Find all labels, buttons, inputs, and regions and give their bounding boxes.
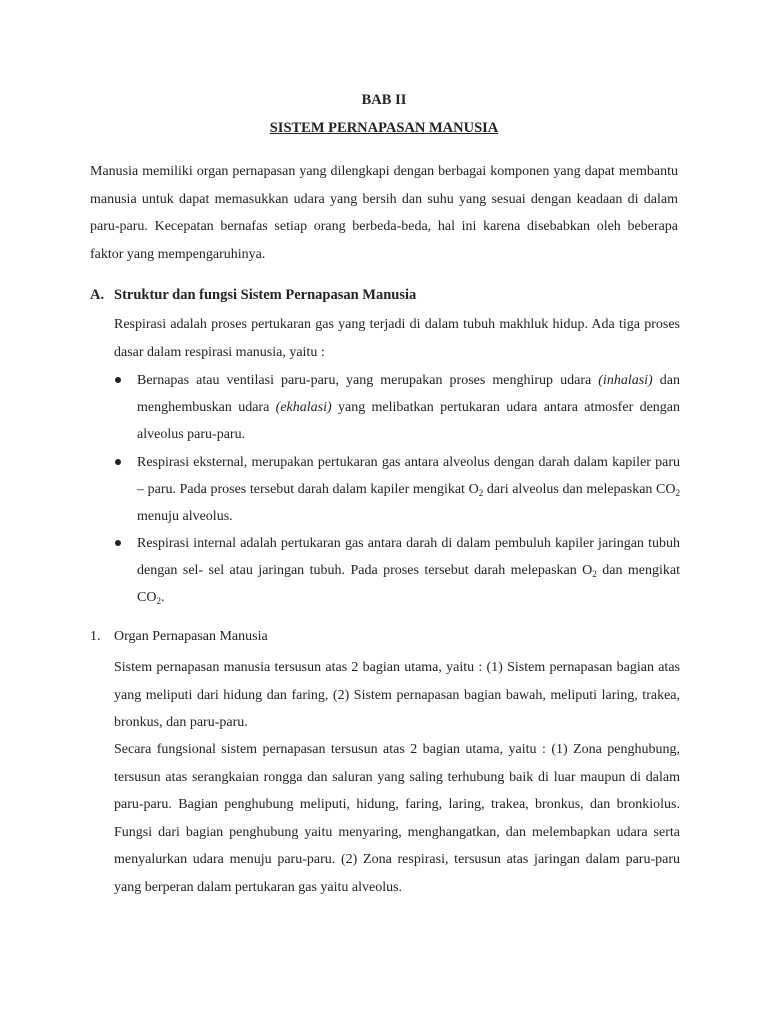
bullet-icon — [115, 540, 121, 546]
bullet-icon — [115, 459, 121, 465]
bullet-icon — [115, 377, 121, 383]
section-a-title: Struktur dan fungsi Sistem Pernapasan Manusia — [114, 287, 417, 303]
section-a-marker: A. — [90, 287, 105, 303]
chapter-title: SISTEM PERNAPASAN MANUSIA — [269, 120, 499, 136]
term-inhalasi: (inhalasi) — [598, 373, 653, 388]
organ-paragraph-1: Sistem pernapasan manusia tersusun atas 2 bagian utama, yaitu : (1) Sistem pernapasan bagian atas yang meliputi dari hidung dan faring, (2) Sistem pernapasan bagian bawah, meliputi laring, trakea, bronkus, dan paru-paru. — [114, 660, 680, 730]
respiration-intro-paragraph: Respirasi adalah proses pertukaran gas yang terjadi di dalam tubuh makhluk hidup. Ada tiga proses dasar dalam respirasi manusia, yaitu : — [114, 317, 680, 360]
list-item-text: Bernapas atau ventilasi paru-paru, yang merupakan proses menghirup udara (inhalasi) dan menghembuskan udara (ekhalasi) yang melibatkan pertukaran udara antara atmosfer dengan alveolus paru-paru. — [137, 373, 680, 442]
organ-paragraph-2: Secara fungsional sistem pernapasan tersusun atas 2 bagian utama, yaitu : (1) Zona penghubung, tersusun atas serangkaian rongga dan saluran yang saling terhubung baik di luar maupun di dalam paru-paru. Bagian penghubung meliputi, hidung, faring, laring, trakea, bronkus, dan bronkiolus. Fungsi dari bagian penghubung yaitu menyaring, menghangatkan, dan melembapkan udara serta menyalurkan udara menuju paru-paru. (2) Zona respirasi, tersusun atas jaringan dalam paru-paru yang berperan dalam pertukaran gas yaitu alveolus. — [114, 742, 680, 895]
section-1-marker: 1. — [90, 629, 101, 644]
list-item-text: Respirasi eksternal, merupakan pertukaran gas antara alveolus dengan darah dalam kapiler paru – paru. Pada proses tersebut darah dalam kapiler mengikat $O_2$ dari alveolus dan melepaskan $CO_2$ menuju alveolus. — [137, 455, 680, 524]
chapter-heading: BAB II — [361, 92, 407, 108]
section-1-title: Organ Pernapasan Manusia — [114, 629, 268, 644]
term-ekhalasi: (ekhalasi) — [275, 400, 332, 415]
intro-paragraph: Manusia memiliki organ pernapasan yang dilengkapi dengan berbagai komponen yang dapat membantu manusia untuk dapat memasukkan udara yang bersih dan suhu yang sesuai dengan keadaan di dalam paru-paru. Kecepatan bernafas setiap orang berbeda-beda, hal ini karena disebabkan oleh beberapa faktor yang mempengaruhinya. — [90, 164, 678, 262]
section-1-heading — [90, 629, 680, 645]
list-item-text: Respirasi internal adalah pertukaran gas antara darah di dalam pembuluh kapiler jaringan tubuh dengan sel- sel atau jaringan tubuh. Pada proses tersebut darah melepaskan $O_2$ dan mengikat $CO_2$. — [137, 536, 681, 606]
section-a-heading — [90, 287, 680, 304]
